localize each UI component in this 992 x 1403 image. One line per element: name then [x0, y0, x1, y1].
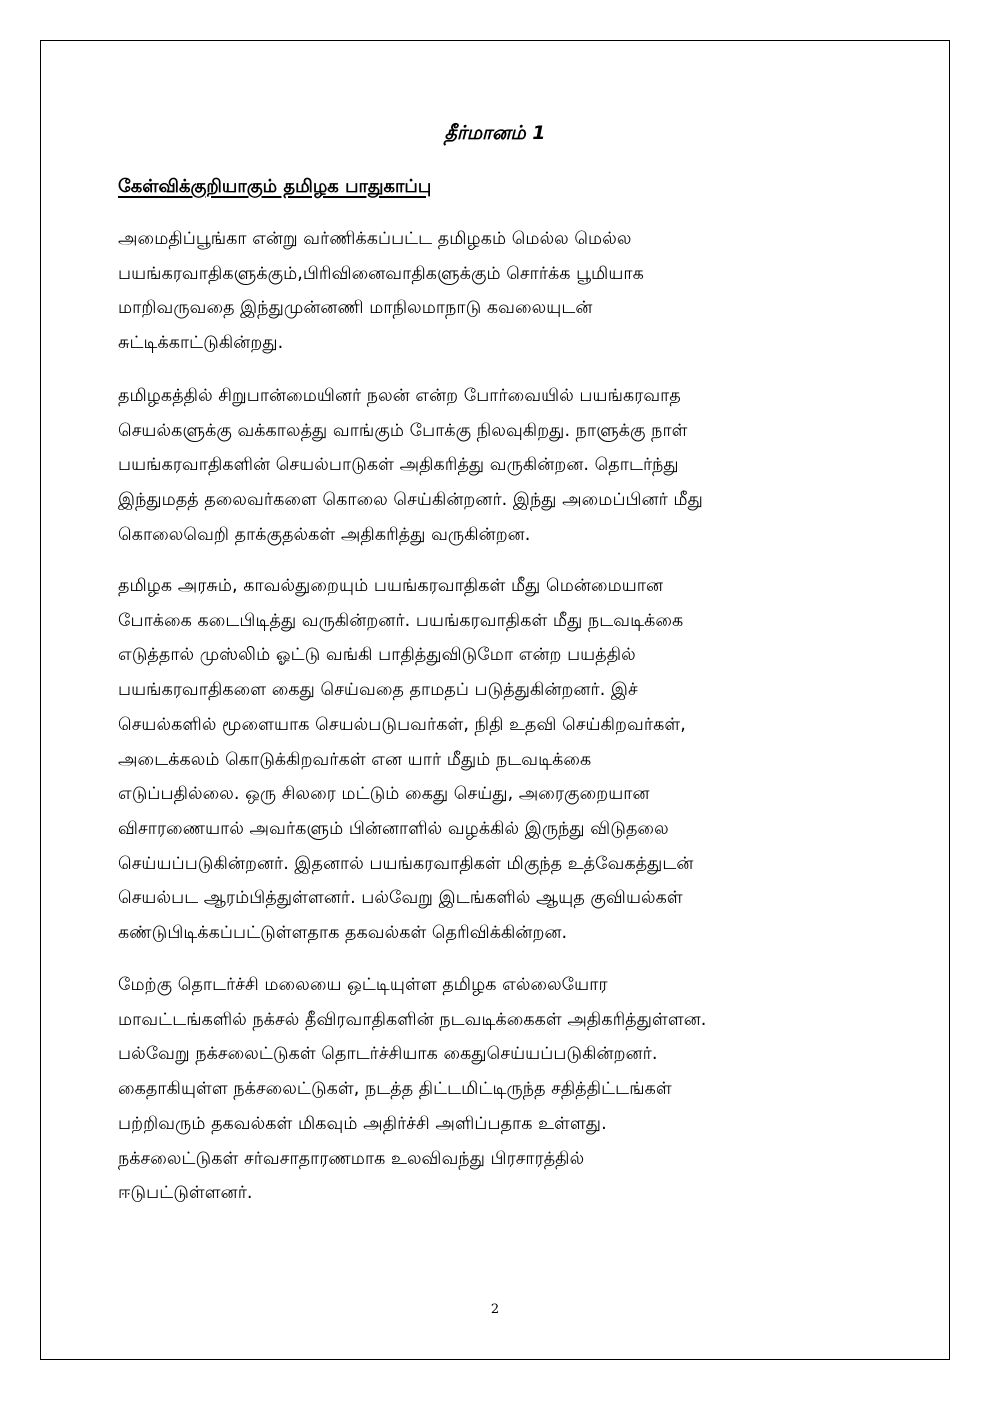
paragraph-line: பற்றிவரும் தகவல்கள் மிகவும் அதிர்ச்சி அளிப்பதாக உள்ளது.	[118, 1113, 607, 1134]
paragraph-line: ஈடுபட்டுள்ளனர்.	[118, 1183, 253, 1204]
paragraph-line: விசாரணையால் அவர்களும் பின்னாளில் வழக்கில் இருந்து விடுதலை	[118, 818, 669, 839]
paragraph-line: இந்துமதத் தலைவர்களை கொலை செய்கின்றனர். இந்து அமைப்பினர் மீது	[118, 490, 703, 511]
document-title: கேள்விக்குறியாகும் தமிழக பாதுகாப்பு	[118, 176, 432, 197]
page-number: 2	[490, 1302, 500, 1317]
paragraph-line: அமைதிப்பூங்கா என்று வர்ணிக்கப்பட்ட தமிழகம் மெல்ல மெல்ல	[118, 229, 632, 249]
paragraph-line: பயங்கரவாதிகளின் செயல்பாடுகள் அதிகரித்து வருகின்றன. தொடர்ந்து	[118, 455, 679, 476]
resolution-heading: தீர்மானம் 1	[444, 122, 546, 144]
paragraph-line: செயல்பட ஆரம்பித்துள்ளனர். பல்வேறு இடங்களில் ஆயுத குவியல்கள்	[118, 888, 683, 909]
paragraph-line: பயங்கரவாதிகளுக்கும்,பிரிவினைவாதிகளுக்கும் சொர்க்க பூமியாக	[118, 263, 644, 284]
paragraph-line: செய்யப்படுகின்றனர். இதனால் பயங்கரவாதிகள் மிகுந்த உத்வேகத்துடன்	[118, 853, 694, 874]
paragraph-line: நக்சலைட்டுகள் சர்வசாதாரணமாக உலவிவந்து பிரசாரத்தில்	[118, 1148, 585, 1169]
paragraph-line: செயல்களுக்கு வக்காலத்து வாங்கும் போக்கு நிலவுகிறது. நாளுக்கு நாள்	[118, 420, 688, 441]
paragraph-line: சுட்டிக்காட்டுகின்றது.	[118, 333, 284, 354]
paragraph-2	[118, 379, 888, 553]
paragraph-line: பல்வேறு நக்சலைட்டுகள் தொடர்ச்சியாக கைதுசெய்யப்படுகின்றனர்.	[118, 1044, 658, 1065]
paragraph-3	[118, 569, 888, 951]
paragraph-line: மேற்கு தொடர்ச்சி மலையை ஒட்டியுள்ள தமிழக எல்லையோர	[118, 975, 608, 995]
paragraph-4	[118, 968, 888, 1211]
paragraph-line: கண்டுபிடிக்கப்பட்டுள்ளதாக தகவல்கள் தெரிவிக்கின்றன.	[118, 923, 568, 944]
paragraph-line: தமிழக அரசும், காவல்துறையும் பயங்கரவாதிகள் மீது மென்மையான	[118, 576, 664, 596]
paragraph-line: போக்கை கடைபிடித்து வருகின்றனர். பயங்கரவாதிகள் மீது நடவடிக்கை	[118, 610, 684, 631]
paragraph-line: கைதாகியுள்ள நக்சலைட்டுகள், நடத்த திட்டமிட்டிருந்த சதித்திட்டங்கள்	[118, 1079, 672, 1100]
paragraph-line: அடைக்கலம் கொடுக்கிறவர்கள் என யார் மீதும் நடவடிக்கை	[118, 749, 592, 770]
paragraph-line: பயங்கரவாதிகளை கைது செய்வதை தாமதப் படுத்துகின்றனர். இச்	[118, 680, 638, 701]
paragraph-line: செயல்களில் மூளையாக செயல்படுபவர்கள், நிதி உதவி செய்கிறவர்கள்,	[118, 714, 686, 735]
paragraph-line: எடுப்பதில்லை. ஒரு சிலரை மட்டும் கைது செய்து, அரைகுறையான	[118, 784, 650, 805]
paragraph-line: மாவட்டங்களில் நக்சல் தீவிரவாதிகளின் நடவடிக்கைகள் அதிகரித்துள்ளன.	[118, 1009, 707, 1030]
paragraph-line: கொலைவெறி தாக்குதல்கள் அதிகரித்து வருகின்றன.	[118, 524, 531, 545]
paragraph-line: தமிழகத்தில் சிறுபான்மையினர் நலன் என்ற போர்வையில் பயங்கரவாத	[118, 386, 681, 406]
paragraph-line: மாறிவருவதை இந்துமுன்னணி மாநிலமாநாடு கவலையுடன்	[118, 298, 593, 319]
paragraph-line: எடுத்தால் முஸ்லிம் ஓட்டு வங்கி பாதித்துவிடுமோ என்ற பயத்தில்	[118, 645, 636, 666]
paragraph-1	[118, 222, 888, 361]
